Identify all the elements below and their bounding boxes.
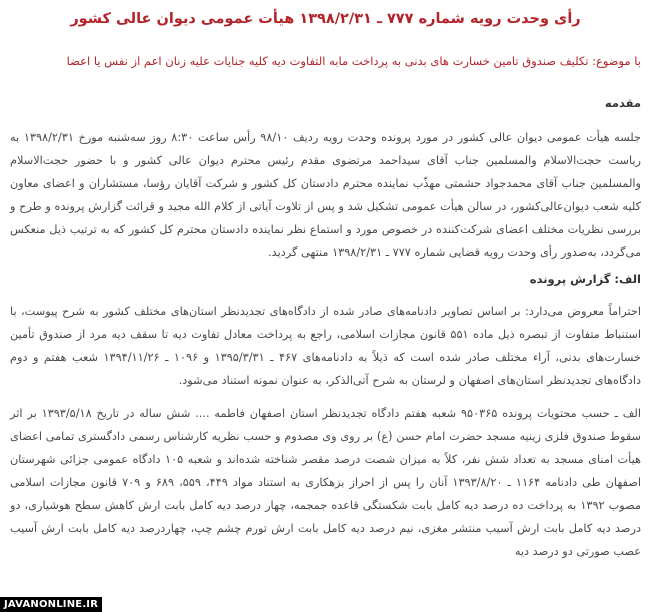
document-title: رأی وحدت رویه شماره ۷۷۷ ـ ۱۳۹۸/۲/۳۱ هیأت عمومی دیوان عالی کشور: [70, 11, 581, 27]
site-watermark: JAVANONLINE.IR: [0, 597, 102, 612]
intro-paragraph: جلسه هیأت عمومی دیوان عالی کشور در مورد پرونده وحدت رویه ردیف ۹۸/۱۰ رأس ساعت ۸:۳۰ روز سه‌شنبه مورخ ۱۳۹۸/۲/۳۱ به ریاست حجت‌الاسلام والمسلمین جناب آقای سیداحمد مرتضوی مقدم رئیس محترم دیوان عالی کشور و با حضور حجت‌الاسلام والمسلمین جناب آقای محمدجواد حشمتی مهذّب نماینده محترم دادستان کل کشور و شرکت آقایان رؤسا، مستشاران و اعضای معاون کلیه شعب دیوان‌عالی‌کشور، در سالن هیأت عمومی تشکیل شد و پس از تلاوت آیاتی از کلام الله مجید و قرائت گزارش پرونده و طرح و بررسی نظریات مختلف اعضای شرکت‌کننده در خصوص مورد و استماع نظر نماینده دادستان محترم کل کشور که به ترتیب ذیل منعکس می‌گردد، به‌صدور رأی وحدت رویه قضایی شماره ۷۷۷ ـ ۱۳۹۸/۲/۳۱ منتهی گردید.: [10, 131, 641, 259]
section-heading-intro: مقدمه: [604, 96, 641, 110]
document-subject: با موضوع: تکلیف صندوق تامین خسارت های بدنی به پرداخت مابه التفاوت دیه کلیه جنایات علیه زنان اعم از نفس یا اعضا: [66, 54, 641, 68]
report-paragraph-2: الف ـ حسب محتویات پرونده ۹۵۰۳۶۵ شعبه هفتم دادگاه تجدیدنظر استان اصفهان فاطمه .... شش ساله در تاریخ ۱۳۹۳/۵/۱۸ بر اثر سقوط صندوق فلزی زینیه مسجد حضرت امام حسن (ع) بر روی وی مصدوم و حسب نظریه کارشناس رسمی دادگستری تمامی اعضای هیأت امنای مسجد به تعداد شش نفر، کلاً به میزان شصت درصد مقصر شناخته شده‌اند و شعبه ۱۰۵ دادگاه عمومی جزائی شهرستان اصفهان طی دادنامه ۱۱۶۴ ـ ۱۳۹۳/۸/۲۰ آنان را پس از احراز بزهکاری به استناد مواد ۴۴۹، ۵۵۹، ۶۸۹ و ۷۰۹ قانون مجازات اسلامی مصوب ۱۳۹۲ به پرداخت ده درصد دیه کامل بابت شکستگی قاعده جمجمه، چهار درصد دیه کامل بابت ارش کاهش سطح هوشیاری، دو درصد دیه کامل بابت ارش آسیب منتشر مغزی، نیم درصد دیه کامل بابت ارش تورم چشم چپ، چهاردرصد دیه کامل بابت ارش آسیب عصب صورتی دو درصد دیه: [10, 407, 642, 558]
section-heading-report: الف: گزارش پرونده: [529, 272, 641, 286]
report-paragraph-1: احتراماً معروض می‌دارد: بر اساس تصاویر دادنامه‌های صادر شده از دادگاه‌های تجدیدنظر استان‌های مختلف کشور به شرح پیوست، با استنباط متفاوت از تبصره ذیل ماده ۵۵۱ قانون مجازات اسلامی، راجع به پرداخت معادل تفاوت دیه تا سقف دیه مرد از صندوق تأمین خسارت‌های بدنی، آراء مختلف صادر شده است که ذیلاً به دادنامه‌های ۴۶۷ ـ ۱۳۹۵/۳/۳۱ و ۱۰۹۶ ـ ۱۳۹۴/۱۱/۲۶ شعب هفتم و دوم دادگاه‌های تجدیدنظر استان‌های اصفهان و لرستان به شرح آتی‌الذکر، به عنوان نمونه استناد می‌شود.: [10, 305, 641, 387]
